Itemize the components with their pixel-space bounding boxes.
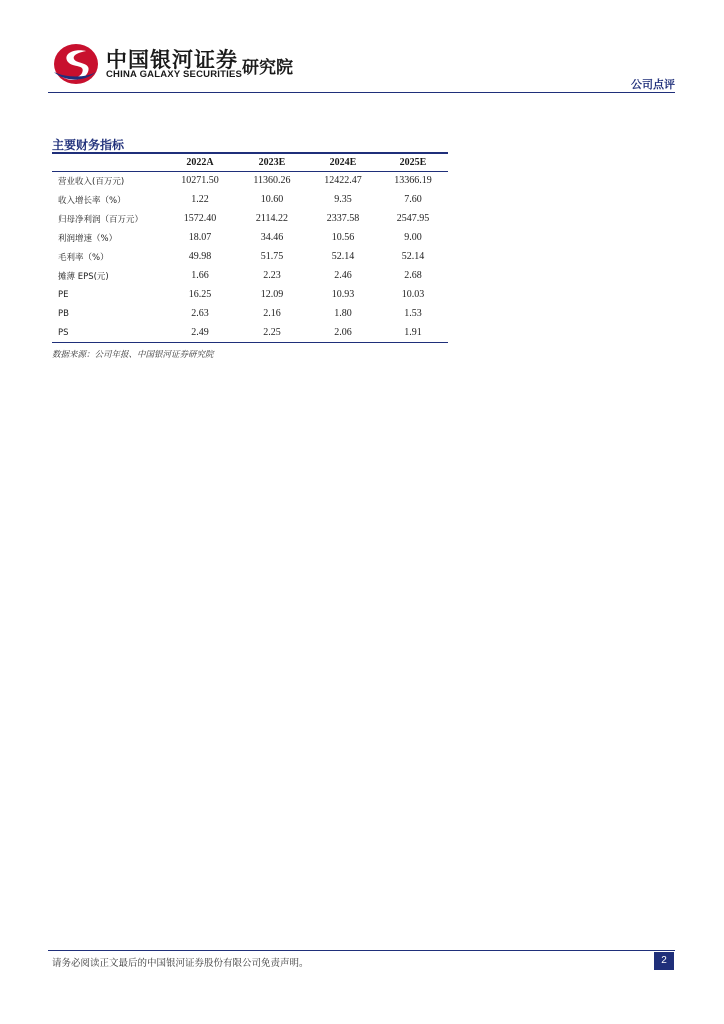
table-bottom-rule bbox=[52, 342, 448, 343]
table-row bbox=[52, 285, 448, 304]
table-row bbox=[52, 190, 448, 209]
table-cell: 10.93 bbox=[331, 289, 355, 300]
table-cell: 11360.26 bbox=[253, 175, 291, 186]
table-cell: 2337.58 bbox=[326, 213, 360, 224]
table-cell: 2114.22 bbox=[255, 213, 289, 224]
table-cell: 13366.19 bbox=[394, 175, 432, 186]
table-cell: 34.46 bbox=[260, 232, 284, 243]
table-cell: 2547.95 bbox=[396, 213, 430, 224]
row-label: 归母净利润（百万元） bbox=[58, 214, 144, 225]
report-type-label: 公司点评 bbox=[631, 78, 675, 91]
row-label: 毛利率（%） bbox=[58, 252, 109, 263]
footer-divider bbox=[48, 950, 675, 951]
table-row bbox=[52, 228, 448, 247]
institute-name: 研究院 bbox=[242, 58, 293, 78]
section-title: 主要财务指标 bbox=[52, 138, 125, 152]
table-cell: 1572.40 bbox=[183, 213, 217, 224]
table-header-row bbox=[52, 154, 448, 171]
table-row bbox=[52, 323, 448, 342]
table-cell: 2.16 bbox=[263, 308, 281, 319]
table-cell: 52.14 bbox=[401, 251, 425, 262]
table-cell: 18.07 bbox=[188, 232, 212, 243]
table-row bbox=[52, 247, 448, 266]
table-cell: 51.75 bbox=[260, 251, 284, 262]
galaxy-logo-icon bbox=[52, 42, 100, 86]
column-header: 2025E bbox=[399, 157, 427, 168]
table-cell: 9.35 bbox=[334, 194, 352, 205]
column-header: 2022A bbox=[186, 157, 214, 168]
table-cell: 16.25 bbox=[188, 289, 212, 300]
table-row bbox=[52, 209, 448, 228]
table-cell: 10.56 bbox=[331, 232, 355, 243]
row-label: PS bbox=[58, 327, 69, 338]
table-cell: 12422.47 bbox=[324, 175, 362, 186]
header-divider bbox=[48, 92, 675, 93]
financial-indicators-table bbox=[52, 154, 448, 342]
table-cell: 1.80 bbox=[334, 308, 352, 319]
table-cell: 2.68 bbox=[404, 270, 422, 281]
table-cell: 2.63 bbox=[191, 308, 209, 319]
data-source-note: 数据来源：公司年报、中国银河证券研究院 bbox=[52, 350, 214, 360]
table-cell: 10271.50 bbox=[181, 175, 219, 186]
table-row bbox=[52, 171, 448, 190]
row-label: 营业收入(百万元) bbox=[58, 176, 125, 187]
table-cell: 7.60 bbox=[404, 194, 422, 205]
table-cell: 2.06 bbox=[334, 327, 352, 338]
page-header bbox=[48, 40, 675, 94]
table-cell: 1.91 bbox=[404, 327, 422, 338]
column-header bbox=[52, 154, 164, 171]
table-cell: 2.23 bbox=[263, 270, 281, 281]
row-label: 收入增长率（%） bbox=[58, 195, 126, 206]
page-number: 2 bbox=[654, 952, 674, 970]
table-cell: 10.60 bbox=[260, 194, 284, 205]
row-label: 摊薄 EPS(元) bbox=[58, 271, 109, 282]
table-cell: 9.00 bbox=[404, 232, 422, 243]
brand-name-cn: 中国银河证券 bbox=[106, 48, 238, 72]
disclaimer-text: 请务必阅读正文最后的中国银河证券股份有限公司免责声明。 bbox=[52, 958, 309, 969]
table-cell: 1.53 bbox=[404, 308, 422, 319]
table-cell: 52.14 bbox=[331, 251, 355, 262]
row-label: PE bbox=[58, 289, 69, 300]
table-cell: 2.49 bbox=[191, 327, 209, 338]
table-row bbox=[52, 304, 448, 323]
table-cell: 12.09 bbox=[260, 289, 284, 300]
table-cell: 49.98 bbox=[188, 251, 212, 262]
table-row bbox=[52, 266, 448, 285]
table-cell: 1.22 bbox=[191, 194, 209, 205]
table-cell: 2.46 bbox=[334, 270, 352, 281]
table-cell: 1.66 bbox=[191, 270, 209, 281]
brand-name-en: CHINA GALAXY SECURITIES bbox=[106, 69, 243, 80]
table-cell: 2.25 bbox=[263, 327, 281, 338]
column-header: 2024E bbox=[329, 157, 357, 168]
column-header: 2023E bbox=[258, 157, 286, 168]
table-cell: 10.03 bbox=[401, 289, 425, 300]
row-label: 利润增速（%） bbox=[58, 233, 118, 244]
row-label: PB bbox=[58, 308, 69, 319]
